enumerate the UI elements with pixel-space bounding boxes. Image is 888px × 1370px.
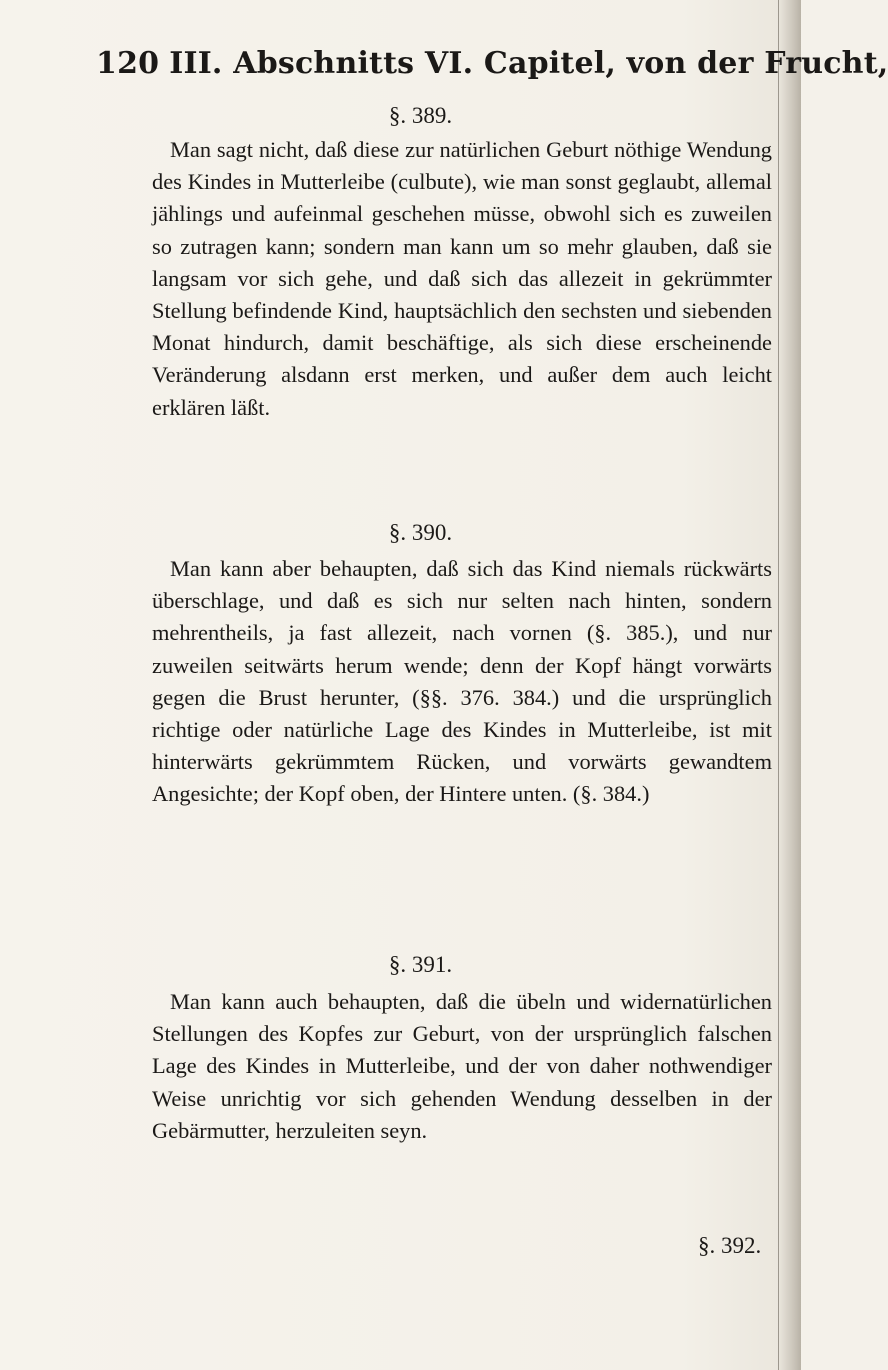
section-number-391: §. 391. [388, 952, 453, 977]
paragraph-text: Man sagt nicht, daß diese zur natürlichen Geburt nöthige Wendung des Kindes in Mutterleibe (culbute), wie man sonst geglaubt, allemal jählings und aufeinmal geschehen müsse, obwohl sich es zuweilen so zutragen kann; sondern man kann um so mehr glauben, daß sie langsam vor sich gehe, und daß sich das allezeit in gekrümmter Stellung befindende Kind, hauptsächlich den sechsten und siebenden Monat hindurch, damit beschäftige, als sich diese erscheinende Veränderung alsdann erst merken, und außer dem auch leicht erklären läßt. [152, 137, 772, 420]
paragraph-391 [152, 986, 772, 1147]
catchword: §. 392. [698, 1233, 762, 1258]
running-title: III. Abschnitts VI. Capitel, von der Frucht, [169, 46, 888, 81]
page-gutter [778, 0, 801, 1370]
running-header [96, 46, 888, 81]
section-number-389: §. 389. [388, 103, 453, 128]
paragraph-389 [152, 134, 772, 424]
paragraph-390 [152, 553, 772, 811]
section-number-390: §. 390. [388, 520, 453, 545]
paragraph-text: Man kann aber behaupten, daß sich das Kind niemals rückwärts überschlage, und daß es sich nur selten nach hinten, sondern mehrentheils, ja fast allezeit, nach vornen (§. 385.), und nur zuweilen seitwärts herum wende; denn der Kopf hängt vorwärts gegen die Brust herunter, (§§. 376. 384.) und die ursprünglich richtige oder natürliche Lage des Kindes in Mutterleibe, ist mit hinterwärts gekrümmtem Rücken, und vorwärts gewandtem Angesichte; der Kopf oben, der Hintere unten. (§. 384.) [152, 556, 772, 807]
page-number: 120 [96, 46, 160, 81]
paragraph-text: Man kann auch behaupten, daß die übeln und widernatürlichen Stellungen des Kopfes zur Geburt, von der ursprünglich falschen Lage des Kindes in Mutterleibe, und der von daher nothwendiger Weise unrichtig vor sich gehenden Wendung desselben in der Gebärmutter, herzuleiten seyn. [152, 989, 772, 1143]
